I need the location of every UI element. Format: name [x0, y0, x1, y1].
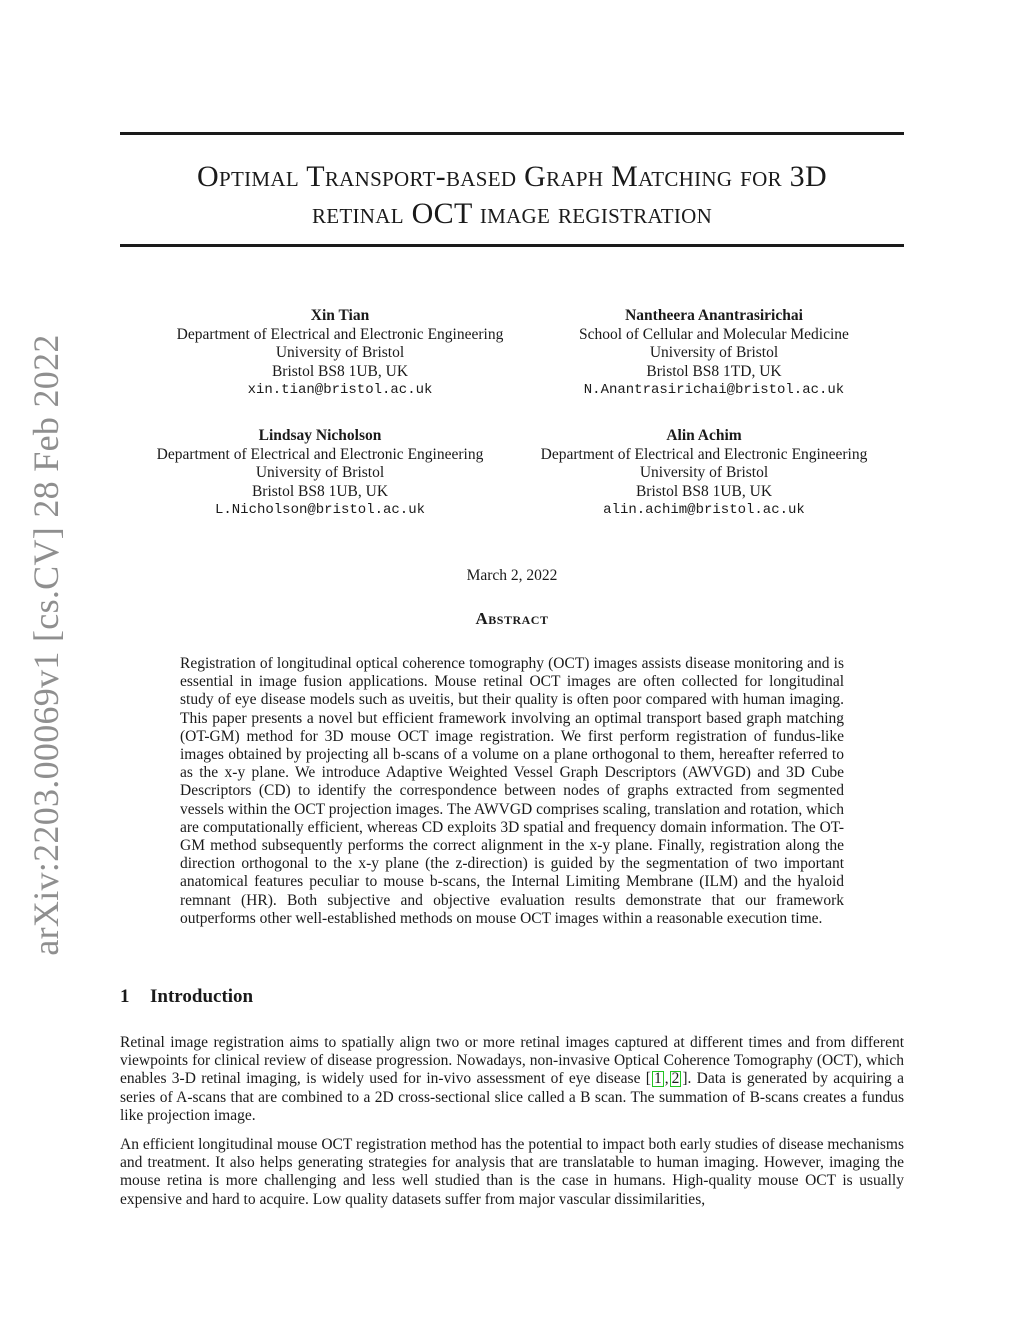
author-block — [140, 307, 540, 400]
author-email[interactable]: N.Anantrasirichai@bristol.ac.uk — [583, 382, 845, 398]
citation-link[interactable]: 2 — [671, 1070, 680, 1088]
section-heading — [120, 986, 253, 1008]
title-top-rule — [120, 132, 904, 135]
section-title: Introduction — [150, 986, 254, 1007]
author-department: Department of Electrical and Electronic Engineering — [540, 445, 868, 463]
arxiv-identifier: arXiv:2203.00069v1 [cs.CV] 28 Feb 2022 — [26, 334, 66, 956]
author-name: Alin Achim — [666, 427, 742, 444]
author-email[interactable]: L.Nicholson@bristol.ac.uk — [214, 502, 426, 518]
author-department: Department of Electrical and Electronic Engineering — [156, 445, 484, 463]
author-email[interactable]: xin.tian@bristol.ac.uk — [247, 382, 433, 398]
body-paragraph: An efficient longitudinal mouse OCT registration method has the potential to impact both early studies of disease mechanisms and treatment. It also helps generating strategies for analysis that are translatable to human imaging. However, imaging the mouse retina is more challenging and less well studied than is the case in humans. High-quality mouse OCT is usually expensive and hard to acquire. Low quality datasets suffer from major vascular dissimilarities, — [120, 1136, 904, 1208]
paragraph-text: ]. Data is generated by acquiring a series of A-scans that are combined to a 2D cross-sectional slice called a B scan. The summation of B-scans creates a fundus like projection image. — [120, 1070, 904, 1124]
author-block — [120, 427, 520, 520]
author-address: Bristol BS8 1TD, UK — [646, 362, 782, 380]
author-block — [514, 307, 914, 400]
body-paragraph — [120, 1034, 904, 1125]
paper-title — [120, 158, 904, 232]
author-name: Lindsay Nicholson — [258, 427, 382, 444]
author-university: University of Bristol — [275, 344, 405, 361]
citation-link[interactable]: 1 — [653, 1070, 662, 1088]
title-bottom-rule — [120, 244, 904, 247]
author-address: Bristol BS8 1UB, UK — [635, 482, 773, 500]
author-name: Nantheera Anantrasirichai — [625, 307, 803, 324]
author-department: Department of Electrical and Electronic Engineering — [176, 325, 504, 343]
paragraph-text: Retinal image registration aims to spatially align two or more retinal images captured at different times and from different viewpoints for clinical review of disease progression. Nowadays, non-invasive Optical Coherence Tomography (OCT), which enables 3-D retinal imaging, is widely used for in-vivo assessment of eye disease [ — [120, 1034, 904, 1088]
author-block — [504, 427, 904, 520]
author-name: Xin Tian — [310, 307, 370, 324]
author-university: University of Bristol — [639, 464, 769, 481]
author-email[interactable]: alin.achim@bristol.ac.uk — [603, 502, 805, 518]
author-university: University of Bristol — [649, 344, 779, 361]
title-line-2: retinal OCT image registration — [311, 197, 713, 230]
abstract-text: Registration of longitudinal optical coherence tomography (OCT) images assists disease monitoring and is essential in image fusion applications. Mouse retinal OCT images are often collected for longitudinal study of eye disease models such as uveitis, but their quality is often poor compared with human imaging. This paper presents a novel but efficient framework involving an optimal transport based graph matching (OT-GM) method for 3D mouse OCT image registration. We first perform registration of fundus-like images obtained by projecting all b-scans of a volume on a plane orthogonal to them, hereafter referred to as the x-y plane. We introduce Adaptive Weighted Vessel Graph Descriptors (AWVGD) and 3D Cube Descriptors (CD) to identify the correspondence between nodes of graphs extracted from segmented vessels within the OCT projection images. The AWVGD comprises scaling, translation and rotation, which are computationally efficient, whereas CD exploits 3D spatial and frequency domain information. The OT-GM method subsequently performs the correct alignment in the x-y plane. Finally, registration along the direction orthogonal to the x-y plane (the z-direction) is guided by the segmentation of two important anatomical features peculiar to mouse b-scans, the Internal Limiting Membrane (ILM) and the hyaloid remnant (HR). Both subjective and objective evaluation results demonstrate that our framework outperforms other well-established methods on mouse OCT images within a reasonable execution time. — [180, 655, 844, 927]
citation-separator: , — [664, 1070, 669, 1088]
author-address: Bristol BS8 1UB, UK — [271, 362, 409, 380]
publication-date: March 2, 2022 — [466, 567, 558, 584]
abstract-heading: Abstract — [475, 609, 549, 628]
author-address: Bristol BS8 1UB, UK — [251, 482, 389, 500]
title-line-1: Optimal Transport-based Graph Matching for 3D — [197, 160, 827, 193]
author-department: School of Cellular and Molecular Medicine — [579, 325, 849, 343]
section-number: 1 — [120, 986, 130, 1007]
author-university: University of Bristol — [255, 464, 385, 481]
